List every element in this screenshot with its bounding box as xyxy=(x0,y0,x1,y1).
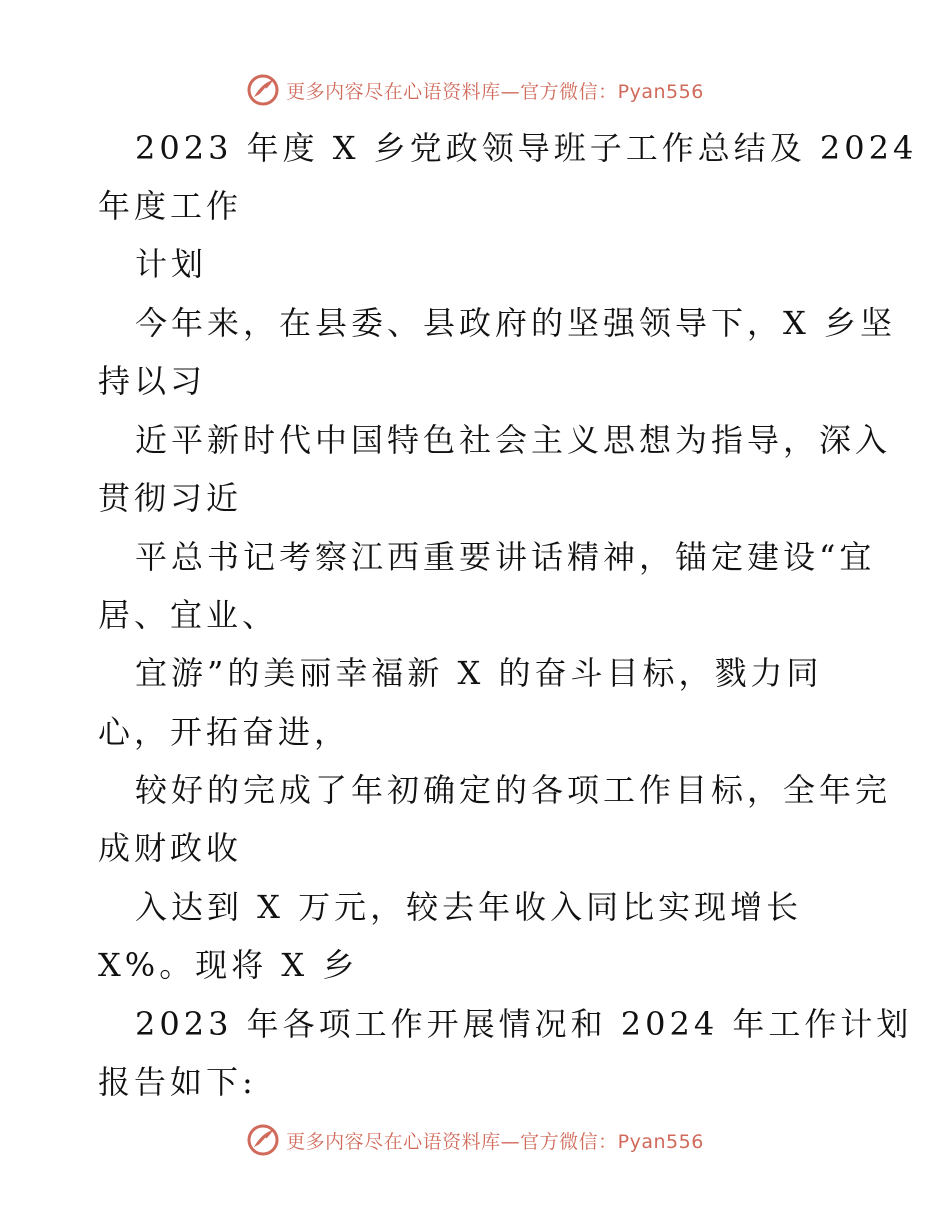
watermark-text: 更多内容尽在心语资料库—官方微信：Pyan556 xyxy=(286,80,704,103)
footer-watermark xyxy=(0,1120,950,1160)
quill-logo-icon xyxy=(246,1123,280,1157)
text-line: 计划 xyxy=(135,245,208,283)
watermark-text: 更多内容尽在心语资料库—官方微信：Pyan556 xyxy=(286,1130,704,1153)
text-line: 2023 年度 X 乡党政领导班子工作总结及 2024 xyxy=(135,129,918,167)
text-line: 居、宜业、 xyxy=(98,596,279,634)
text-line: 报告如下: xyxy=(98,1063,257,1101)
text-line: 心，开拓奋进， xyxy=(98,713,351,751)
text-line: 贯彻习近 xyxy=(98,479,243,517)
text-line: 近平新时代中国特色社会主义思想为指导，深入 xyxy=(135,421,892,459)
text-line: 年度工作 xyxy=(98,187,243,225)
text-line: 今年来，在县委、县政府的坚强领导下，X 乡坚 xyxy=(135,304,896,342)
text-line: 宜游”的美丽幸福新 X 的奋斗目标，戮力同 xyxy=(135,654,823,692)
text-line: 入达到 X 万元，较去年收入同比实现增长 xyxy=(135,888,803,926)
text-line: 平总书记考察江西重要讲话精神，锚定建设“宜 xyxy=(135,538,876,576)
text-line: 较好的完成了年初确定的各项工作目标，全年完 xyxy=(135,771,892,809)
text-line: X%。现将 X 乡 xyxy=(98,946,359,984)
text-line: 成财政收 xyxy=(98,829,243,867)
text-line: 2023 年各项工作开展情况和 2024 年工作计划 xyxy=(135,1005,913,1043)
text-line: 持以习 xyxy=(98,362,207,400)
